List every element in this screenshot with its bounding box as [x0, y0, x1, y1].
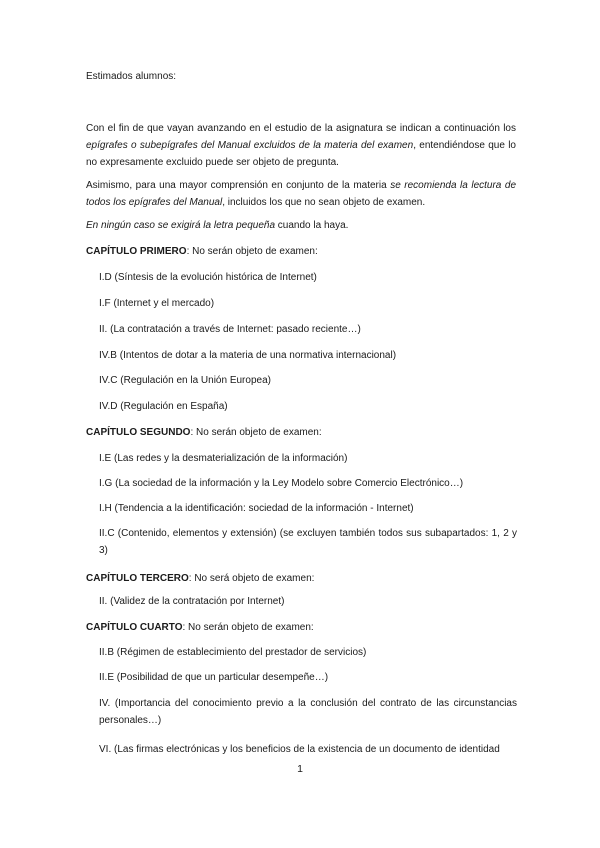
chapter-1-item: IV.B (Intentos de dotar a la materia de una normativa internacional): [99, 350, 397, 361]
chapter-1-heading: [86, 243, 516, 260]
chapter-4-title: CAPÍTULO CUARTO: [86, 622, 183, 633]
small-print-paragraph: [86, 217, 516, 234]
chapter-2-title: CAPÍTULO SEGUNDO: [86, 427, 191, 438]
chapter-4-item: IV. (Importancia del conocimiento previo a la conclusión del contrato de las circunstancias personales…): [99, 698, 517, 726]
chapter-4-rest: : No serán objeto de examen:: [182, 622, 314, 633]
chapter-3-title: CAPÍTULO TERCERO: [86, 573, 189, 584]
chapter-2-item: I.H (Tendencia a la identificación: sociedad de la información - Internet): [99, 503, 414, 514]
page-number: 1: [297, 763, 303, 775]
chapter-2-item: I.G (La sociedad de la información y la Ley Modelo sobre Comercio Electrónico…): [99, 478, 464, 489]
chapter-3-rest: : No será objeto de examen:: [188, 573, 315, 584]
small-print-emphasis: En ningún caso se exigirá la letra pequeña: [86, 220, 276, 231]
chapter-1-item: I.D (Síntesis de la evolución histórica de Internet): [99, 272, 317, 283]
recommend-text-2: , incluidos los que no sean objeto de examen.: [222, 197, 426, 208]
recommend-text-1: Asimismo, para una mayor comprensión en conjunto de la materia: [86, 180, 391, 191]
greeting: Estimados alumnos:: [86, 71, 177, 82]
intro-text-2: , entendiéndose que lo no expresamente excluido puede ser objeto de pregunta.: [86, 140, 516, 168]
chapter-2-item: II.C (Contenido, elementos y extensión) (se excluyen también todos sus subapartados: 1, 2 y 3): [99, 528, 517, 556]
chapter-1-item: IV.C (Regulación en la Unión Europea): [99, 375, 271, 386]
chapter-1-item: II. (La contratación a través de Internet: pasado reciente…): [99, 324, 361, 335]
chapter-1-rest: : No serán objeto de examen:: [186, 246, 318, 257]
chapter-3-item: II. (Validez de la contratación por Internet): [99, 596, 285, 607]
intro-text-1: Con el fin de que vayan avanzando en el estudio de la asignatura se indican a continuación los: [86, 123, 516, 134]
chapter-2-heading: [86, 424, 516, 441]
chapter-4-item: II.E (Posibilidad de que un particular desempeñe…): [99, 672, 329, 683]
chapter-1-item: I.F (Internet y el mercado): [99, 298, 215, 309]
intro-paragraph: [86, 120, 516, 171]
chapter-1-item: IV.D (Regulación en España): [99, 401, 228, 412]
small-print-text: cuando la haya.: [275, 220, 349, 231]
chapter-4-heading: [86, 619, 516, 636]
recommend-emphasis: se recomienda la lectura de todos los epígrafes del Manual: [86, 180, 517, 208]
chapter-4-item: II.B (Régimen de establecimiento del prestador de servicios): [99, 647, 367, 658]
chapter-2-item: I.E (Las redes y la desmaterialización de la información): [99, 453, 348, 464]
chapter-3-heading: [86, 570, 516, 587]
intro-emphasis: epígrafes o subepígrafes del Manual excluidos de la materia del examen: [86, 140, 414, 151]
chapter-2-rest: : No serán objeto de examen:: [190, 427, 322, 438]
chapter-4-item: VI. (Las firmas electrónicas y los beneficios de la existencia de un documento de identidad: [99, 744, 500, 755]
recommend-paragraph: [86, 177, 516, 211]
chapter-1-title: CAPÍTULO PRIMERO: [86, 246, 187, 257]
